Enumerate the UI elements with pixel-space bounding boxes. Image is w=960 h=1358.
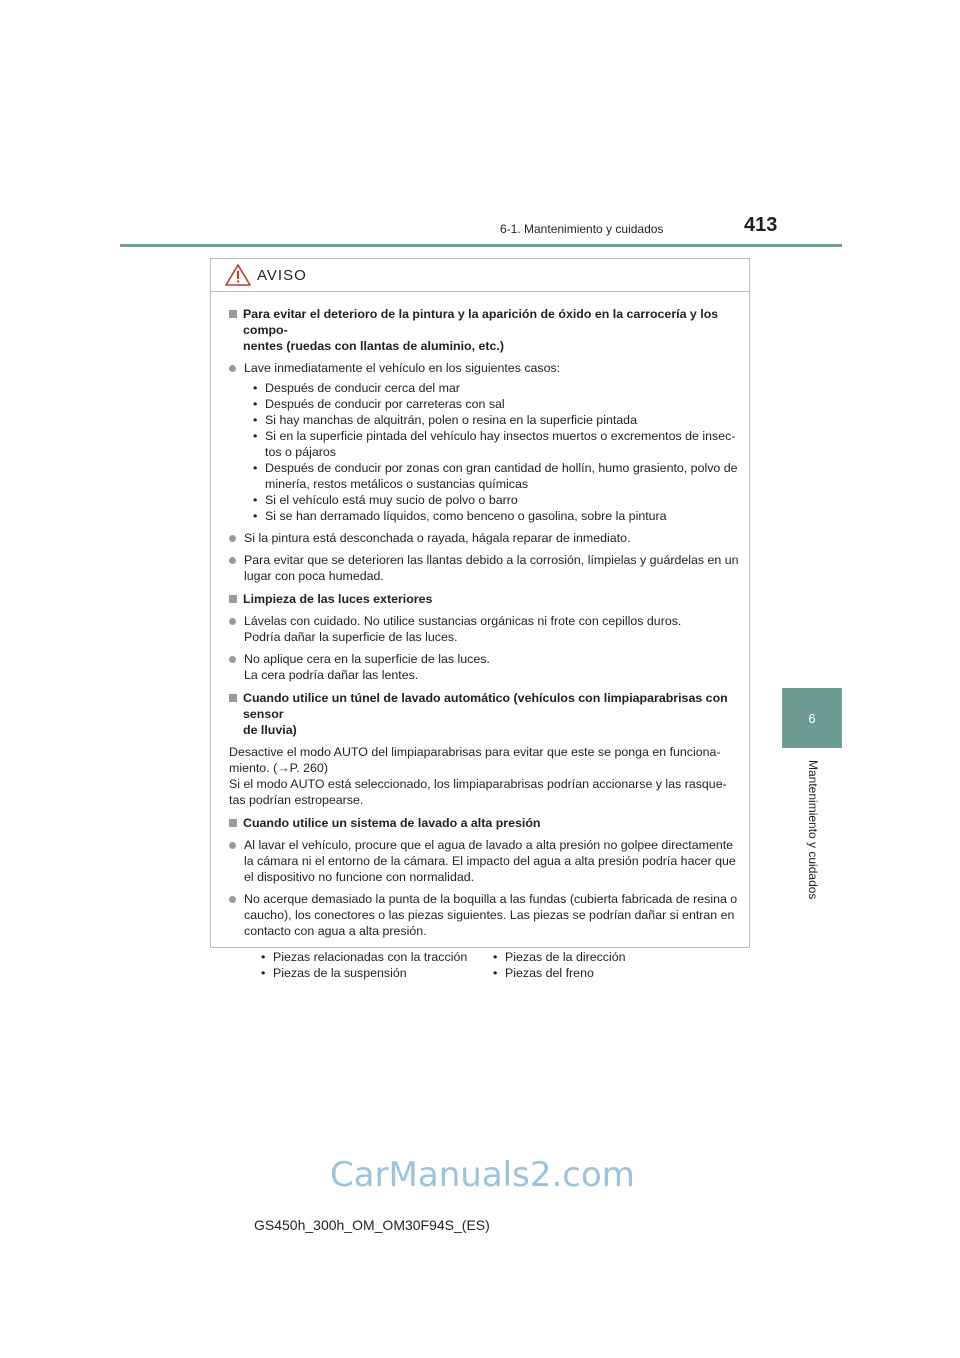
sub-item-text: Si el vehículo está muy sucio de polvo o barro	[265, 493, 518, 507]
list-item	[227, 530, 743, 546]
parts-item-text: Piezas relacionadas con la tracción	[273, 950, 468, 964]
parts-item: • Piezas de la dirección	[493, 950, 626, 964]
parts-column-right	[493, 949, 725, 981]
square-bullet-icon	[229, 595, 237, 603]
sub-item-text: Después de conducir cerca del mar	[265, 381, 460, 395]
paragraph: Si el modo AUTO está seleccionado, los limpiaparabrisas podrían accionarse y las rasque- tas podrían estropearse.	[229, 777, 727, 807]
circle-bullet-icon	[229, 535, 236, 542]
item-text: No aplique cera en la superficie de las luces. La cera podría dañar las lentes.	[244, 652, 490, 682]
warning-header	[211, 259, 749, 292]
chapter-label: Mantenimiento y cuidados	[806, 760, 820, 900]
header-divider	[120, 244, 842, 247]
sub-list-item: • Si el vehículo está muy sucio de polvo o barro	[253, 493, 518, 507]
heading-text: Cuando utilice un túnel de lavado automático (vehículos con limpiaparabrisas con sensor de lluvia)	[243, 691, 728, 737]
item-text: Si la pintura está desconchada o rayada, hágala reparar de inmediato.	[244, 531, 631, 545]
warning-title: AVISO	[257, 266, 307, 284]
list-item	[227, 360, 743, 376]
sub-item-text: Si en la superficie pintada del vehículo hay insectos muertos o excrementos de insec- tos o pájaros	[265, 429, 736, 459]
sub-list-item: • Si en la superficie pintada del vehículo hay insectos muertos o excrementos de insec- tos o pájaros	[253, 429, 736, 459]
sub-list-item: • Si hay manchas de alquitrán, polen o resina en la superficie pintada	[253, 413, 637, 427]
section-heading	[227, 306, 743, 354]
list-item	[227, 837, 743, 885]
warning-content	[211, 292, 749, 981]
list-item	[227, 552, 743, 584]
parts-list	[227, 949, 743, 981]
section-title: 6-1. Mantenimiento y cuidados	[500, 222, 664, 236]
sub-list-item: • Después de conducir por carreteras con sal	[253, 397, 505, 411]
document-code: GS450h_300h_OM_OM30F94S_(ES)	[254, 1217, 490, 1233]
sub-item-text: Después de conducir por zonas con gran cantidad de hollín, humo grasiento, polvo de minería, restos metálicos o sustancias químicas	[265, 461, 738, 491]
list-item	[227, 613, 743, 645]
sub-list-item: • Después de conducir por zonas con gran cantidad de hollín, humo grasiento, polvo de minería, restos metálicos o sustancias químicas	[253, 461, 738, 491]
circle-bullet-icon	[229, 656, 236, 663]
list-item	[227, 651, 743, 683]
circle-bullet-icon	[229, 557, 236, 564]
circle-bullet-icon	[229, 365, 236, 372]
parts-item: • Piezas de la suspensión	[261, 966, 407, 980]
square-bullet-icon	[229, 819, 237, 827]
item-text: Lávelas con cuidado. No utilice sustancias orgánicas ni frote con cepillos duros. Podría dañar la superficie de las luces.	[244, 614, 682, 644]
list-item	[227, 891, 743, 939]
parts-item-text: Piezas de la dirección	[505, 950, 626, 964]
section-heading	[227, 591, 743, 607]
square-bullet-icon	[229, 694, 237, 702]
circle-bullet-icon	[229, 896, 236, 903]
square-bullet-icon	[229, 310, 237, 318]
sub-item-text: Después de conducir por carreteras con sal	[265, 397, 505, 411]
section-heading	[227, 815, 743, 831]
sub-list	[227, 380, 743, 524]
sub-item-text: Si hay manchas de alquitrán, polen o resina en la superficie pintada	[265, 413, 637, 427]
item-text: Para evitar que se deterioren las llantas debido a la corrosión, límpielas y guárdelas en un lugar con poca humedad.	[244, 553, 739, 583]
parts-item-text: Piezas del freno	[505, 966, 594, 980]
sub-list-item: • Después de conducir cerca del mar	[253, 381, 460, 395]
sub-item-text: Si se han derramado líquidos, como benceno o gasolina, sobre la pintura	[265, 509, 667, 523]
circle-bullet-icon	[229, 618, 236, 625]
section-heading	[227, 690, 743, 738]
heading-text: Limpieza de las luces exteriores	[243, 592, 433, 606]
heading-text: Para evitar el deterioro de la pintura y la aparición de óxido en la carrocería y los compo- nentes (ruedas con llantas de aluminio, etc.)	[243, 307, 719, 353]
chapter-number: 6	[808, 710, 816, 726]
sub-list-item: • Si se han derramado líquidos, como benceno o gasolina, sobre la pintura	[253, 509, 667, 523]
warning-box	[210, 258, 750, 980]
item-text: Al lavar el vehículo, procure que el agua de lavado a alta presión no golpee directamente la cámara ni el entorno de la cámara. El impacto del agua a alta presión podría hacer que el dispositivo no funcione con normalidad.	[244, 838, 736, 884]
parts-item: • Piezas del freno	[493, 966, 594, 980]
parts-item: • Piezas relacionadas con la tracción	[261, 950, 468, 964]
watermark: CarManuals2.com	[330, 1155, 635, 1195]
item-text: No acerque demasiado la punta de la boquilla a las fundas (cubierta fabricada de resina o caucho), los conectores o las piezas siguientes. Las piezas se podrían dañar si entran en contacto con agua a alta presión.	[244, 892, 738, 938]
page-number: 413	[744, 214, 778, 236]
parts-column-left	[261, 949, 493, 981]
heading-text: Cuando utilice un sistema de lavado a alta presión	[243, 816, 541, 830]
circle-bullet-icon	[229, 842, 236, 849]
paragraph: Desactive el modo AUTO del limpiaparabrisas para evitar que este se ponga en funciona- miento. (→P. 260)	[229, 745, 721, 775]
item-text: Lave inmediatamente el vehículo en los siguientes casos:	[244, 361, 561, 375]
parts-item-text: Piezas de la suspensión	[273, 966, 407, 980]
warning-triangle-icon	[225, 264, 251, 286]
chapter-tab[interactable]	[782, 688, 842, 748]
